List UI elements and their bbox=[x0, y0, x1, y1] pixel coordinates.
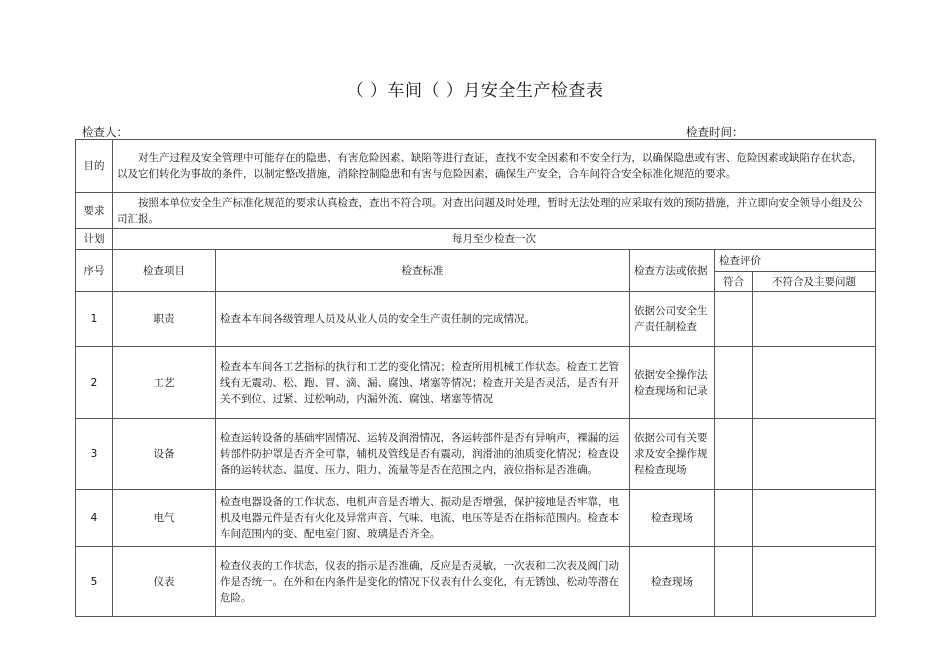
row-method: 检查现场 bbox=[630, 547, 715, 617]
requirement-text: 按照本单位安全生产标准化规范的要求认真检查，查出不符合项。对查出问题及时处理，暂时无法处理的应采取有效的预防措施，并立即向安全领导小组及公司汇报。 bbox=[113, 193, 876, 229]
row-conform-cell bbox=[715, 347, 753, 419]
table-row bbox=[76, 419, 876, 490]
row-method: 依据公司有关要求及安全操作规程检查现场 bbox=[630, 419, 715, 490]
header-item: 检查项目 bbox=[113, 250, 216, 292]
row-item: 职责 bbox=[113, 292, 216, 347]
row-method: 检查现场 bbox=[630, 490, 715, 547]
row-conform-cell bbox=[715, 292, 753, 347]
plan-label: 计划 bbox=[76, 229, 113, 250]
row-standard: 检查仪表的工作状态，仪表的指示是否准确，反应是否灵敏，一次表和二次表及阀门动作是否统一。在外和在内条件是变化的情况下仪表有什么变化，有无锈蚀、松动等潜在危险。 bbox=[216, 547, 630, 617]
row-item: 仪表 bbox=[113, 547, 216, 617]
header-standard: 检查标准 bbox=[216, 250, 630, 292]
row-standard: 检查运转设备的基础牢固情况、运转及润滑情况，各运转部件是否有异响声，裸漏的运转部件防护罩是否齐全可靠，辅机及管线是否有震动，润滑油的油质变化情况；检查设备的运转状态、温度、压力、阻力、流量等是否在范围之内，液位指标是否准确。 bbox=[216, 419, 630, 490]
header-nonconform: 不符合及主要问题 bbox=[753, 272, 876, 292]
row-conform-cell bbox=[715, 547, 753, 617]
row-no: 5 bbox=[76, 547, 113, 617]
row-no: 1 bbox=[76, 292, 113, 347]
row-item: 电气 bbox=[113, 490, 216, 547]
row-nonconform-cell bbox=[753, 419, 876, 490]
requirement-row bbox=[76, 193, 876, 229]
table-row bbox=[76, 292, 876, 347]
row-conform-cell bbox=[715, 419, 753, 490]
row-nonconform-cell bbox=[753, 292, 876, 347]
table-row bbox=[76, 490, 876, 547]
header-no: 序号 bbox=[76, 250, 113, 292]
row-no: 3 bbox=[76, 419, 113, 490]
row-standard: 检查电器设备的工作状态、电机声音是否增大、振动是否增强，保护接地是否牢靠，电机及电器元件是否有火化及异常声音、气味、电流、电压等是否在指标范围内。检查本车间范围内的变、配电室门窗、玻璃是否齐全。 bbox=[216, 490, 630, 547]
row-nonconform-cell bbox=[753, 547, 876, 617]
row-no: 4 bbox=[76, 490, 113, 547]
plan-row bbox=[76, 229, 876, 250]
page-title: （ ）车间（ ）月安全生产检查表 bbox=[346, 81, 604, 101]
row-item: 工艺 bbox=[113, 347, 216, 419]
table-row bbox=[76, 547, 876, 617]
header-evaluation: 检查评价 bbox=[715, 250, 876, 272]
purpose-row bbox=[76, 140, 876, 193]
inspection-table bbox=[75, 139, 876, 617]
row-method: 依据公司安全生产责任制检查 bbox=[630, 292, 715, 347]
row-conform-cell bbox=[715, 490, 753, 547]
purpose-text: 对生产过程及安全管理中可能存在的隐患、有害危险因素、缺陷等进行查证，查找不安全因素和不安全行为，以确保隐患或有害、危险因素或缺陷存在状态，以及它们转化为事故的条件，以制定整改措施，消除控制隐患和有害与危险因素，确保生产安全，合车间符合安全标准化规范的要求。 bbox=[113, 140, 876, 193]
inspection-time-label: 检查时间： bbox=[686, 125, 744, 139]
row-standard: 检查本车间各级管理人员及从业人员的安全生产责任制的完成情况。 bbox=[216, 292, 630, 347]
row-nonconform-cell bbox=[753, 347, 876, 419]
header-conform: 符合 bbox=[715, 272, 753, 292]
purpose-label: 目的 bbox=[76, 140, 113, 193]
row-standard: 检查本车间各工艺指标的执行和工艺的变化情况；检查所用机械工作状态。检查工艺管线有无震动、松、跑、冒、滴、漏、腐蚀、堵塞等情况；检查开关是否灵活，是否有开关不到位、过紧、过松响动，内漏外流、腐蚀、堵塞等情况 bbox=[216, 347, 630, 419]
row-method: 依据安全操作法检查现场和记录 bbox=[630, 347, 715, 419]
plan-text: 每月至少检查一次 bbox=[113, 229, 876, 250]
row-no: 2 bbox=[76, 347, 113, 419]
header-method: 检查方法或依据 bbox=[630, 250, 715, 292]
row-nonconform-cell bbox=[753, 490, 876, 547]
inspector-label: 检查人： bbox=[82, 125, 128, 139]
header-row bbox=[76, 250, 876, 272]
row-item: 设备 bbox=[113, 419, 216, 490]
requirement-label: 要求 bbox=[76, 193, 113, 229]
table-row bbox=[76, 347, 876, 419]
